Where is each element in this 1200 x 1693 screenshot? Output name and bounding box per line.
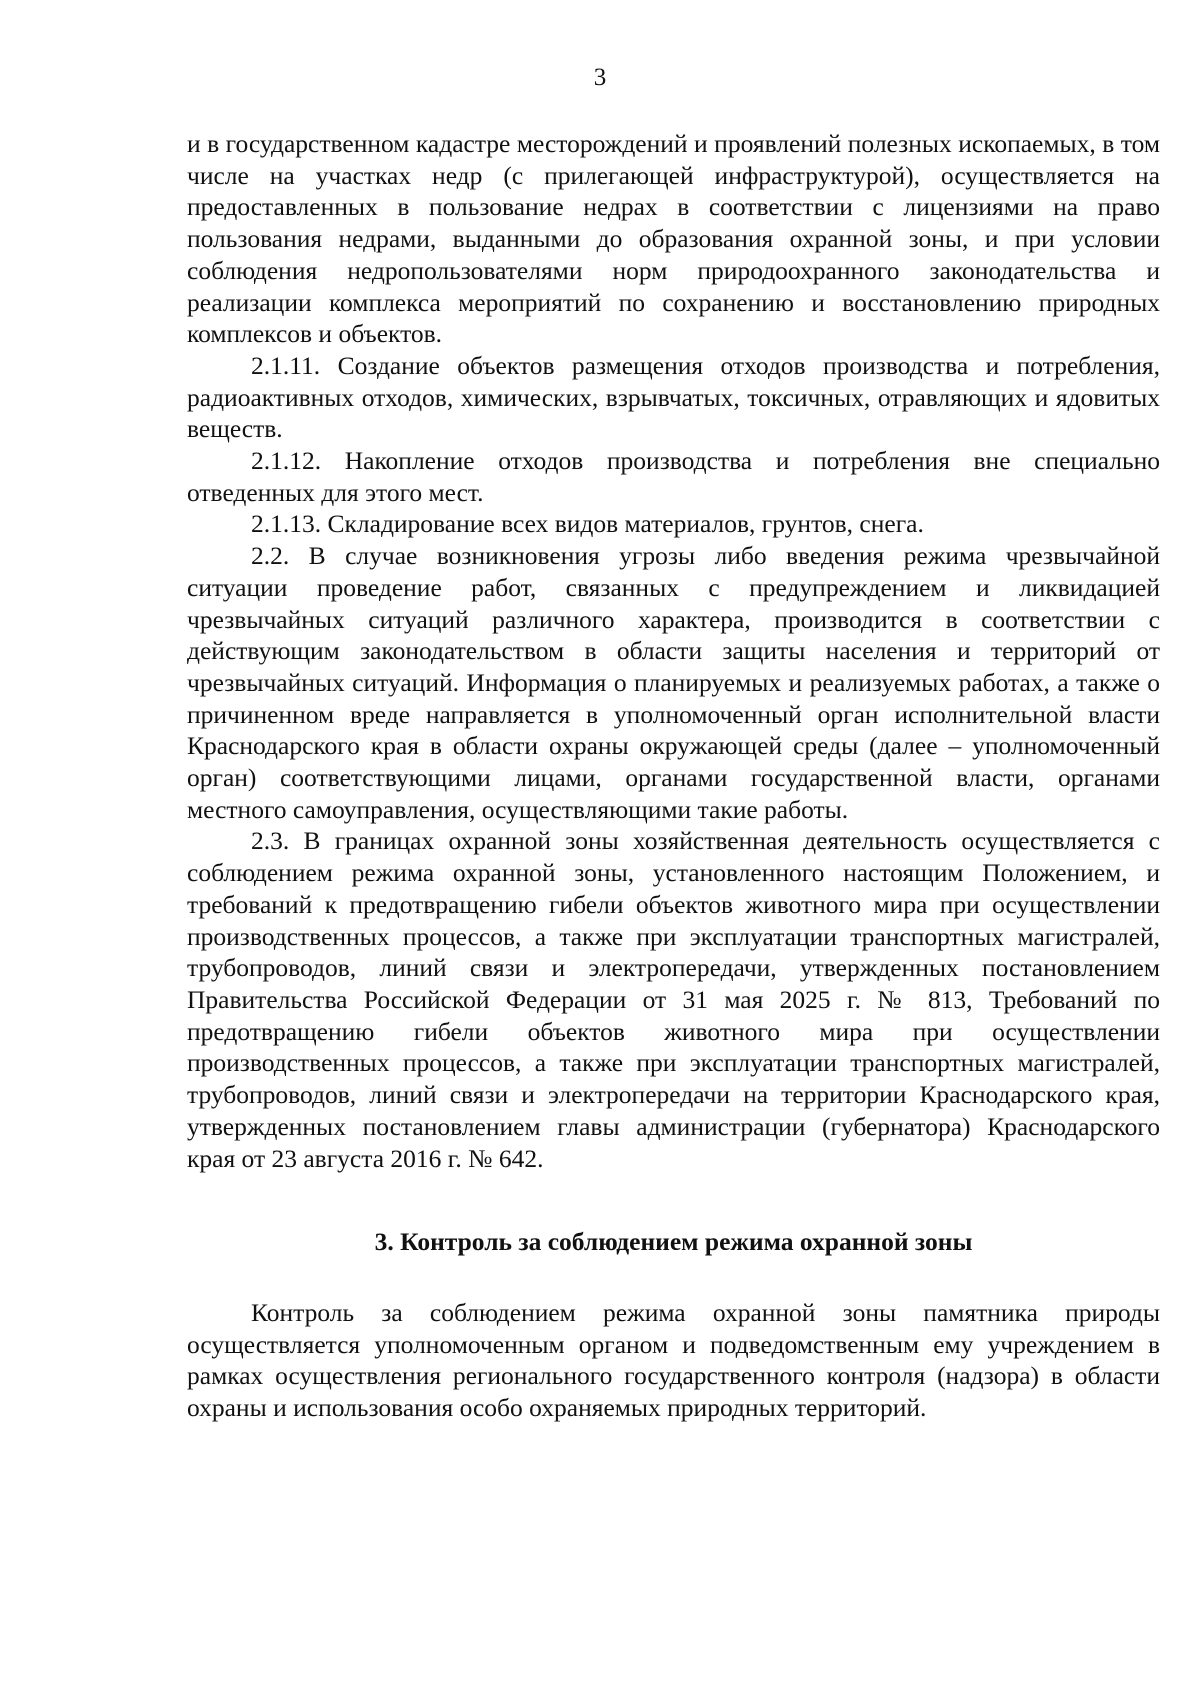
- section-3-paragraph: Контроль за соблюдением режима охранной зоны памятника природы осуществляется уполномоченным органом и подведомственным ему учреждением в рамках осуществления регионального государственного контроля (надзора) в области охраны и использования особо охраняемых природных территорий.: [187, 1297, 1160, 1423]
- paragraph-2-1-13: 2.1.13. Складирование всех видов материалов, грунтов, снега.: [251, 509, 924, 539]
- paragraph-continuation: и в государственном кадастре месторождений и проявлений полезных ископаемых, в том числе на участках недр (с прилегающей инфраструктурой), осуществляется на предоставленных в пользование недрах в соответствии с лицензиями на право пользования недрами, выданными до образования охранной зоны, и при условии соблюдения недропользователями норм природоохранного законодательства и реализации комплекса мероприятий по сохранению и восстановлению природных комплексов и объектов.: [187, 129, 1160, 349]
- page-number: 3: [593, 64, 607, 91]
- paragraph-2-1-12: 2.1.12. Накопление отходов производства и потребления вне специально отведенных для этого мест.: [187, 446, 1160, 507]
- section-3-title: 3. Контроль за соблюдением режима охранной зоны: [374, 1227, 973, 1257]
- paragraph-2-1-11: 2.1.11. Создание объектов размещения отходов производства и потребления, радиоактивных отходов, химических, взрывчатых, токсичных, отравляющих и ядовитых веществ.: [187, 350, 1160, 444]
- document-body: [187, 128, 1160, 1424]
- paragraph-2-3: 2.3. В границах охранной зоны хозяйственная деятельность осуществляется с соблюдением режима охранной зоны, установленного настоящим Положением, и требований к предотвращению гибели объектов животного мира при осуществлении производственных процессов, а также при эксплуатации транспортных магистралей, трубопроводов, линий связи и электропередачи, утвержденных постановлением Правительства Российской Федерации от 31 мая 2025 г. № 813, Требований по предотвращению гибели объектов животного мира при осуществлении производственных процессов, а также при эксплуатации транспортных магистралей, трубопроводов, линий связи и электропередачи на территории Краснодарского края, утвержденных постановлением главы администрации (губернатора) Краснодарского края от 23 августа 2016 г. № 642.: [187, 826, 1160, 1173]
- paragraph-2-2: 2.2. В случае возникновения угрозы либо введения режима чрезвычайной ситуации проведение работ, связанных с предупреждением и ликвидацией чрезвычайных ситуаций различного характера, производится в соответствии с действующим законодательством в области защиты населения и территорий от чрезвычайных ситуаций. Информация о планируемых и реализуемых работах, а также о причиненном вреде направляется в уполномоченный орган исполнительной власти Краснодарского края в области охраны окружающей среды (далее – уполномоченный орган) соответствующими лицами, органами государственной власти, органами местного самоуправления, осуществляющими такие работы.: [187, 541, 1160, 824]
